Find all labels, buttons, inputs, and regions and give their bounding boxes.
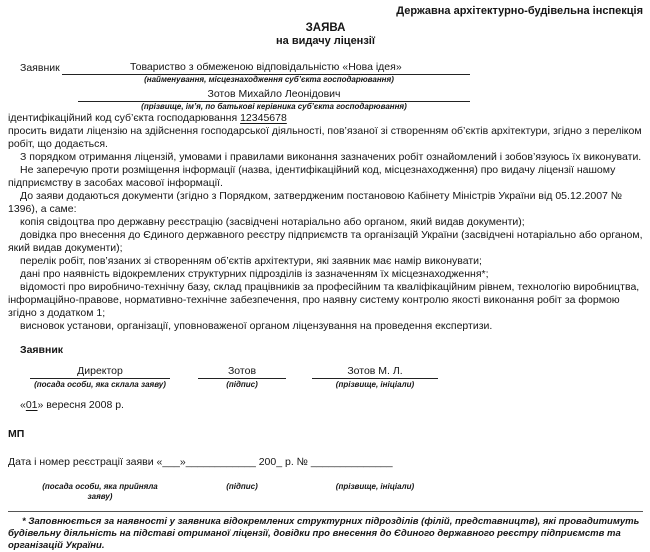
document-item-2: довідка про внесення до Єдиного державного реєстру підприємств та організацій України (засвідчені нотаріально або органом, який видав документи); — [8, 229, 643, 254]
document-item-3: перелік робіт, пов’язаних зі створенням об’єктів архітектури, які заявник має намір виконувати; — [20, 255, 482, 267]
position-value: Директор — [77, 365, 123, 377]
position-caption: (посада особи, яка склала заяву) — [34, 380, 166, 389]
registration-line: Дата і номер реєстрації заяви «___»____________ 200_ р. № ______________ — [8, 456, 393, 468]
stamp-placeholder: МП — [8, 428, 25, 440]
signature-section-label: Заявник — [20, 344, 64, 356]
registration-captions-row — [8, 482, 643, 502]
date-open-quote: « — [20, 399, 26, 411]
request-paragraph: просить видати ліцензію на здійснення господарської діяльності, пов’язаної зі створенням об’єктів архітектури, згідно з переліком робіт, що додається. — [8, 125, 642, 150]
head-name-row — [78, 88, 470, 102]
signature-values-row — [8, 365, 643, 379]
application-date-line — [20, 399, 643, 412]
id-code-line — [8, 112, 643, 125]
registrar-initials-caption: (прізвище, ініціали) — [335, 482, 415, 491]
document-subtitle: на видачу ліцензії — [276, 35, 375, 47]
date-day-value: 01 — [25, 399, 38, 411]
documents-intro-paragraph: До заяви додаються документи (згідно з Порядком, затвердженим постановою Кабінету Міністрів України від 05.12.2007 № 1396), а саме: — [8, 190, 623, 215]
position-field — [30, 365, 170, 379]
applicant-row — [8, 61, 470, 75]
date-rest: » вересня 2008 р. — [37, 399, 124, 411]
document-item-5: відомості про виробничо-технічну базу, склад працівників за професійним та кваліфікаційним рівнем, технологію виробництва, інформаційно-правове, нормативно-технічне забезпечення, про наявну систему контролю якості виконання робіт за формою згідно з додатком 1; — [8, 281, 640, 319]
acknowledge-paragraph: З порядком отримання ліцензій, умовами і правилами виконання зазначених робіт ознайомлений і зобов’язуюсь їх виконувати. — [20, 151, 642, 163]
head-name-value: Зотов Михайло Леонідович — [207, 88, 341, 100]
signature-caption: (підпис) — [226, 380, 258, 389]
signature-field — [198, 365, 286, 379]
id-code-label: ідентифікаційний код суб’єкта господарювання — [8, 112, 238, 124]
registrar-signature-caption: (підпис) — [226, 482, 258, 491]
document-item-4: дані про наявність відокремлених структурних підрозділів із зазначенням їх місцезнаходження*; — [20, 268, 489, 280]
id-code-value: 12345678 — [240, 112, 287, 124]
initials-caption: (прізвище, ініціали) — [335, 380, 415, 389]
company-name-caption: (найменування, місцезнаходження суб’єкта господарювання) — [144, 75, 394, 84]
company-name-value: Товариство з обмеженою відповідальністю «Нова ідея» — [130, 61, 402, 73]
document-title: ЗАЯВА — [305, 22, 346, 34]
document-item-1: копія свідоцтва про державну реєстрацію (засвідчені нотаріально або органом, який видав документи); — [20, 216, 525, 228]
no-objection-paragraph: Не заперечую проти розміщення інформації (назва, ідентифікаційний код, місцезнаходження) про видачу ліцензії нашому підприємству в засобах масової інформації. — [8, 164, 616, 189]
head-name-caption: (прізвище, ім’я, по батькові керівника суб’єкта господарювання) — [141, 102, 407, 111]
registrar-position-caption: (посада особи, яка прийняла заяву) — [42, 482, 158, 501]
footnote: * Заповнюється за наявності у заявника відокремлених структурних підрозділів (філій, представництв), які провадитимуть будівельну діяльність на підставі отриманої ліцензії, довідки про внесення до Єдиного державного реєстру підприємств та організацій України. — [8, 511, 643, 552]
head-name-field — [78, 88, 470, 102]
initials-value: Зотов М. Л. — [347, 365, 403, 377]
signature-value: Зотов — [227, 365, 257, 377]
document-item-6: висновок установи, організації, уповноваженої органом ліцензування на проведення експертизи. — [20, 320, 493, 332]
company-name-field — [62, 61, 470, 75]
signature-captions-row — [8, 380, 643, 390]
agency-header: Державна архітектурно-будівельна інспекція — [396, 5, 643, 17]
applicant-label: Заявник — [20, 62, 60, 74]
initials-field — [312, 365, 438, 379]
